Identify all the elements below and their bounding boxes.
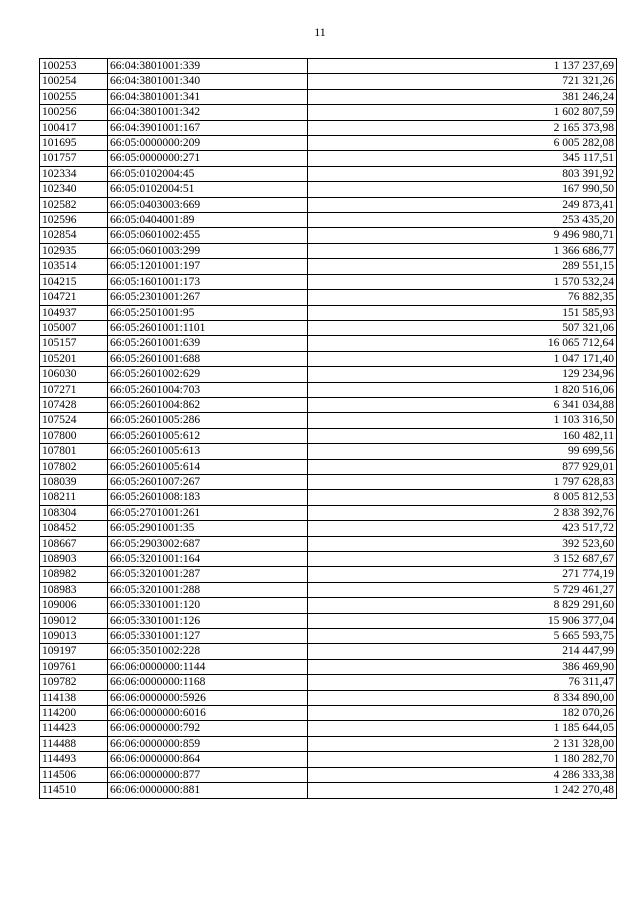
table-row [40, 413, 617, 428]
table-row [40, 367, 617, 382]
cadastral-value-cell: 160 482,11 [308, 428, 617, 443]
record-id-cell: 100253 [40, 59, 108, 74]
cadastral-number-cell: 66:05:2901001:35 [108, 521, 308, 536]
table-row [40, 305, 617, 320]
table-row [40, 397, 617, 412]
table-row [40, 197, 617, 212]
cadastral-number-cell: 66:05:2501001:95 [108, 305, 308, 320]
table-row [40, 567, 617, 582]
record-id-cell: 109012 [40, 613, 108, 628]
table-row [40, 629, 617, 644]
cadastral-number-cell: 66:06:0000000:1144 [108, 659, 308, 674]
table-row [40, 675, 617, 690]
record-id-cell: 102340 [40, 182, 108, 197]
record-id-cell: 100254 [40, 74, 108, 89]
cadastral-number-cell: 66:06:0000000:5926 [108, 690, 308, 705]
cadastral-value-cell: 721 321,26 [308, 74, 617, 89]
record-id-cell: 104721 [40, 290, 108, 305]
table-body [40, 59, 617, 799]
cadastral-value-cell: 1 047 171,40 [308, 351, 617, 366]
table-row [40, 552, 617, 567]
cadastral-number-cell: 66:05:2601004:703 [108, 382, 308, 397]
record-id-cell: 108983 [40, 582, 108, 597]
cadastral-number-cell: 66:05:1201001:197 [108, 259, 308, 274]
table-row [40, 243, 617, 258]
cadastral-value-cell: 423 517,72 [308, 521, 617, 536]
table-row [40, 490, 617, 505]
table-row [40, 783, 617, 798]
table-row [40, 521, 617, 536]
cadastral-value-cell: 289 551,15 [308, 259, 617, 274]
cadastral-value-cell: 76 311,47 [308, 675, 617, 690]
cadastral-number-cell: 66:06:0000000:881 [108, 783, 308, 798]
cadastral-value-cell: 1 137 237,69 [308, 59, 617, 74]
table-row [40, 351, 617, 366]
cadastral-number-cell: 66:05:3301001:120 [108, 598, 308, 613]
table-row [40, 706, 617, 721]
cadastral-value-cell: 8 005 812,53 [308, 490, 617, 505]
table-row [40, 752, 617, 767]
table-row [40, 136, 617, 151]
record-id-cell: 103514 [40, 259, 108, 274]
record-id-cell: 105201 [40, 351, 108, 366]
cadastral-value-cell: 2 838 392,76 [308, 505, 617, 520]
cadastral-number-cell: 66:05:2601001:1101 [108, 320, 308, 335]
cadastral-value-cell: 1 103 316,50 [308, 413, 617, 428]
cadastral-value-cell: 253 435,20 [308, 213, 617, 228]
table-row [40, 166, 617, 181]
cadastral-number-cell: 66:05:2601005:612 [108, 428, 308, 443]
table-row [40, 151, 617, 166]
table-row [40, 320, 617, 335]
cadastral-number-cell: 66:05:0102004:51 [108, 182, 308, 197]
record-id-cell: 102334 [40, 166, 108, 181]
table-row [40, 382, 617, 397]
record-id-cell: 105007 [40, 320, 108, 335]
table-row [40, 598, 617, 613]
cadastral-value-cell: 6 341 034,88 [308, 397, 617, 412]
cadastral-number-cell: 66:05:0102004:45 [108, 166, 308, 181]
cadastral-number-cell: 66:05:0403003:669 [108, 197, 308, 212]
cadastral-value-cell: 1 570 532,24 [308, 274, 617, 289]
cadastral-number-cell: 66:04:3901001:167 [108, 120, 308, 135]
cadastral-value-cell: 1 797 628,83 [308, 474, 617, 489]
cadastral-number-cell: 66:05:0601003:299 [108, 243, 308, 258]
record-id-cell: 101695 [40, 136, 108, 151]
cadastral-number-cell: 66:05:2601005:613 [108, 444, 308, 459]
record-id-cell: 108304 [40, 505, 108, 520]
table-row [40, 721, 617, 736]
record-id-cell: 102582 [40, 197, 108, 212]
table-row [40, 336, 617, 351]
cadastral-value-cell: 99 699,56 [308, 444, 617, 459]
record-id-cell: 100255 [40, 89, 108, 104]
cadastral-number-cell: 66:05:2701001:261 [108, 505, 308, 520]
record-id-cell: 107802 [40, 459, 108, 474]
record-id-cell: 106030 [40, 367, 108, 382]
cadastral-value-cell: 345 117,51 [308, 151, 617, 166]
cadastral-number-cell: 66:05:0000000:271 [108, 151, 308, 166]
cadastral-number-cell: 66:05:2601004:862 [108, 397, 308, 412]
record-id-cell: 108667 [40, 536, 108, 551]
cadastral-number-cell: 66:05:2601001:688 [108, 351, 308, 366]
cadastral-value-cell: 271 774,19 [308, 567, 617, 582]
cadastral-value-cell: 1 242 270,48 [308, 783, 617, 798]
cadastral-value-cell: 76 882,35 [308, 290, 617, 305]
cadastral-number-cell: 66:05:2601002:629 [108, 367, 308, 382]
cadastral-number-cell: 66:06:0000000:877 [108, 767, 308, 782]
record-id-cell: 104215 [40, 274, 108, 289]
table-row [40, 105, 617, 120]
record-id-cell: 109013 [40, 629, 108, 644]
table-row [40, 659, 617, 674]
record-id-cell: 100417 [40, 120, 108, 135]
record-id-cell: 114138 [40, 690, 108, 705]
cadastral-number-cell: 66:04:3801001:339 [108, 59, 308, 74]
cadastral-number-cell: 66:05:2601007:267 [108, 474, 308, 489]
record-id-cell: 102935 [40, 243, 108, 258]
cadastral-value-cell: 1 820 516,06 [308, 382, 617, 397]
table-row [40, 582, 617, 597]
record-id-cell: 107271 [40, 382, 108, 397]
cadastral-value-cell: 803 391,92 [308, 166, 617, 181]
record-id-cell: 104937 [40, 305, 108, 320]
table-row [40, 274, 617, 289]
cadastral-number-cell: 66:05:3301001:126 [108, 613, 308, 628]
cadastral-value-cell: 214 447,99 [308, 644, 617, 659]
cadastral-value-cell: 507 321,06 [308, 320, 617, 335]
record-id-cell: 105157 [40, 336, 108, 351]
table-row [40, 428, 617, 443]
record-id-cell: 114423 [40, 721, 108, 736]
cadastral-number-cell: 66:06:0000000:792 [108, 721, 308, 736]
table-row [40, 690, 617, 705]
cadastral-value-cell: 129 234,96 [308, 367, 617, 382]
cadastral-value-cell: 151 585,93 [308, 305, 617, 320]
cadastral-value-cell: 6 005 282,08 [308, 136, 617, 151]
cadastral-value-cell: 249 873,41 [308, 197, 617, 212]
cadastral-number-cell: 66:05:0404001:89 [108, 213, 308, 228]
table-row [40, 613, 617, 628]
cadastral-number-cell: 66:05:2601005:286 [108, 413, 308, 428]
table-row [40, 767, 617, 782]
cadastral-number-cell: 66:05:3301001:127 [108, 629, 308, 644]
table-row [40, 89, 617, 104]
cadastral-value-cell: 8 829 291,60 [308, 598, 617, 613]
table-row [40, 505, 617, 520]
cadastral-number-cell: 66:06:0000000:859 [108, 736, 308, 751]
cadastral-number-cell: 66:05:2601005:614 [108, 459, 308, 474]
record-id-cell: 109761 [40, 659, 108, 674]
cadastral-value-cell: 1 180 282,70 [308, 752, 617, 767]
table-row [40, 736, 617, 751]
record-id-cell: 102596 [40, 213, 108, 228]
cadastral-value-cell: 182 070,26 [308, 706, 617, 721]
cadastral-number-cell: 66:05:3501002:228 [108, 644, 308, 659]
record-id-cell: 108211 [40, 490, 108, 505]
record-id-cell: 114510 [40, 783, 108, 798]
record-id-cell: 109782 [40, 675, 108, 690]
cadastral-value-cell: 877 929,01 [308, 459, 617, 474]
table-row [40, 474, 617, 489]
record-id-cell: 102854 [40, 228, 108, 243]
record-id-cell: 108903 [40, 552, 108, 567]
cadastral-value-cell: 5 729 461,27 [308, 582, 617, 597]
table-row [40, 59, 617, 74]
record-id-cell: 107800 [40, 428, 108, 443]
cadastral-number-cell: 66:05:2903002:687 [108, 536, 308, 551]
table-row [40, 444, 617, 459]
cadastral-value-cell: 5 665 593,75 [308, 629, 617, 644]
record-id-cell: 107524 [40, 413, 108, 428]
cadastral-value-table [39, 58, 617, 799]
cadastral-number-cell: 66:05:0000000:209 [108, 136, 308, 151]
cadastral-value-cell: 386 469,90 [308, 659, 617, 674]
cadastral-number-cell: 66:05:3201001:288 [108, 582, 308, 597]
cadastral-number-cell: 66:06:0000000:864 [108, 752, 308, 767]
cadastral-value-cell: 2 131 328,00 [308, 736, 617, 751]
table-row [40, 644, 617, 659]
cadastral-number-cell: 66:05:0601002:455 [108, 228, 308, 243]
record-id-cell: 101757 [40, 151, 108, 166]
cadastral-number-cell: 66:06:0000000:6016 [108, 706, 308, 721]
cadastral-number-cell: 66:05:1601001:173 [108, 274, 308, 289]
table-row [40, 213, 617, 228]
cadastral-value-cell: 16 065 712,64 [308, 336, 617, 351]
cadastral-number-cell: 66:05:2301001:267 [108, 290, 308, 305]
cadastral-value-cell: 4 286 333,38 [308, 767, 617, 782]
table-row [40, 536, 617, 551]
record-id-cell: 100256 [40, 105, 108, 120]
cadastral-number-cell: 66:06:0000000:1168 [108, 675, 308, 690]
cadastral-value-cell: 167 990,50 [308, 182, 617, 197]
table-row [40, 290, 617, 305]
record-id-cell: 107428 [40, 397, 108, 412]
cadastral-value-cell: 8 334 890,00 [308, 690, 617, 705]
cadastral-value-cell: 2 165 373,98 [308, 120, 617, 135]
table-row [40, 228, 617, 243]
record-id-cell: 108039 [40, 474, 108, 489]
cadastral-value-cell: 381 246,24 [308, 89, 617, 104]
cadastral-number-cell: 66:04:3801001:340 [108, 74, 308, 89]
table-row [40, 459, 617, 474]
cadastral-number-cell: 66:05:3201001:164 [108, 552, 308, 567]
cadastral-value-cell: 1 185 644,05 [308, 721, 617, 736]
record-id-cell: 108982 [40, 567, 108, 582]
record-id-cell: 114200 [40, 706, 108, 721]
cadastral-value-cell: 1 366 686,77 [308, 243, 617, 258]
cadastral-number-cell: 66:04:3801001:341 [108, 89, 308, 104]
record-id-cell: 108452 [40, 521, 108, 536]
record-id-cell: 114488 [40, 736, 108, 751]
cadastral-value-cell: 1 602 807,59 [308, 105, 617, 120]
cadastral-number-cell: 66:05:2601008:183 [108, 490, 308, 505]
record-id-cell: 109006 [40, 598, 108, 613]
record-id-cell: 114493 [40, 752, 108, 767]
table-row [40, 120, 617, 135]
record-id-cell: 107801 [40, 444, 108, 459]
table-row [40, 74, 617, 89]
cadastral-number-cell: 66:05:3201001:287 [108, 567, 308, 582]
record-id-cell: 109197 [40, 644, 108, 659]
cadastral-value-cell: 3 152 687,67 [308, 552, 617, 567]
table-row [40, 259, 617, 274]
cadastral-number-cell: 66:05:2601001:639 [108, 336, 308, 351]
table-row [40, 182, 617, 197]
cadastral-value-cell: 9 496 980,71 [308, 228, 617, 243]
page-number: 11 [314, 25, 326, 39]
cadastral-value-cell: 15 906 377,04 [308, 613, 617, 628]
record-id-cell: 114506 [40, 767, 108, 782]
cadastral-value-cell: 392 523,60 [308, 536, 617, 551]
cadastral-number-cell: 66:04:3801001:342 [108, 105, 308, 120]
